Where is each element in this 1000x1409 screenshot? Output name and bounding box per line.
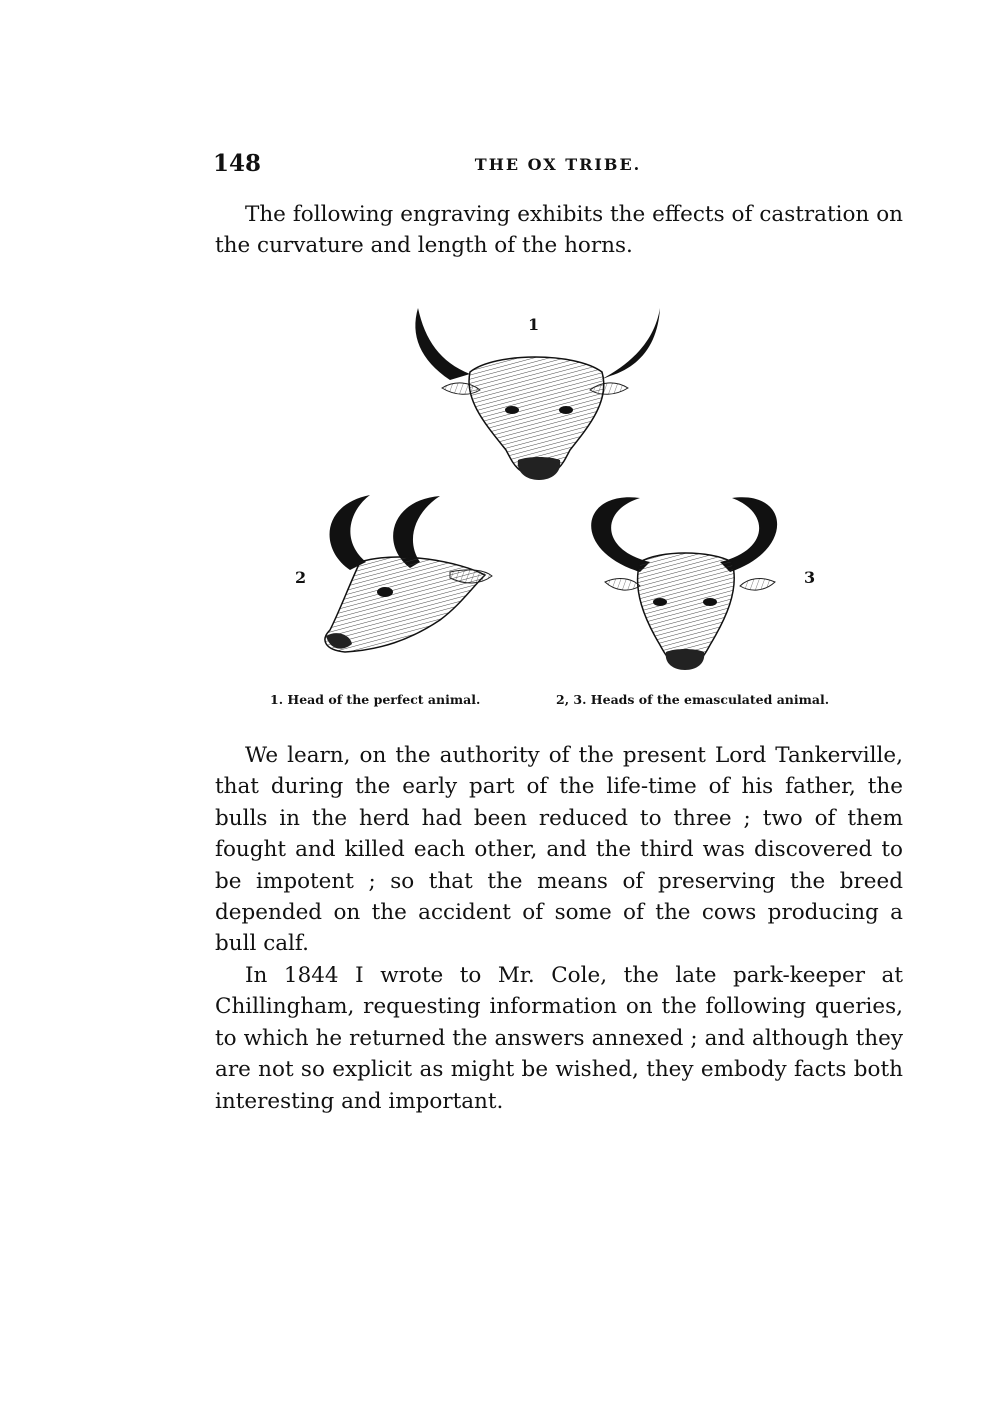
figure-label-3: 3 bbox=[804, 568, 816, 587]
figure-label-1: 1 bbox=[528, 315, 540, 334]
ox-head-3 bbox=[591, 497, 777, 670]
figure-caption-perfect: 1. Head of the perfect animal. bbox=[270, 692, 481, 707]
intro-paragraph: The following engraving exhibits the effects of castration on the curvature and length of the horns. bbox=[215, 202, 903, 259]
ox-heads-engraving bbox=[270, 300, 870, 680]
figure-label-2: 2 bbox=[295, 568, 307, 587]
engraving-figure bbox=[270, 300, 870, 707]
body-paragraph-1: We learn, on the authority of the present Lord Tankerville, that during the early part of the life-time of his father, the bulls in the herd had been reduced to three ; two of them fought and killed each other, and the third was discovered to be impotent ; so that the means of preserving the breed depended on the accident of some of the cows producing a bull calf. bbox=[215, 743, 903, 957]
figure-caption-emasculated: 2, 3. Heads of the emasculated animal. bbox=[556, 692, 830, 707]
running-head bbox=[213, 150, 903, 182]
running-title: THE OX TRIBE. bbox=[474, 155, 642, 174]
page-number: 148 bbox=[213, 150, 262, 177]
ox-head-2 bbox=[325, 495, 492, 652]
body-paragraph-2: In 1844 I wrote to Mr. Cole, the late park-keeper at Chillingham, requesting information on the following queries, to which he returned the answers annexed ; and although they are not so explicit as might be wished, they embody facts both interesting and important. bbox=[215, 963, 903, 1114]
